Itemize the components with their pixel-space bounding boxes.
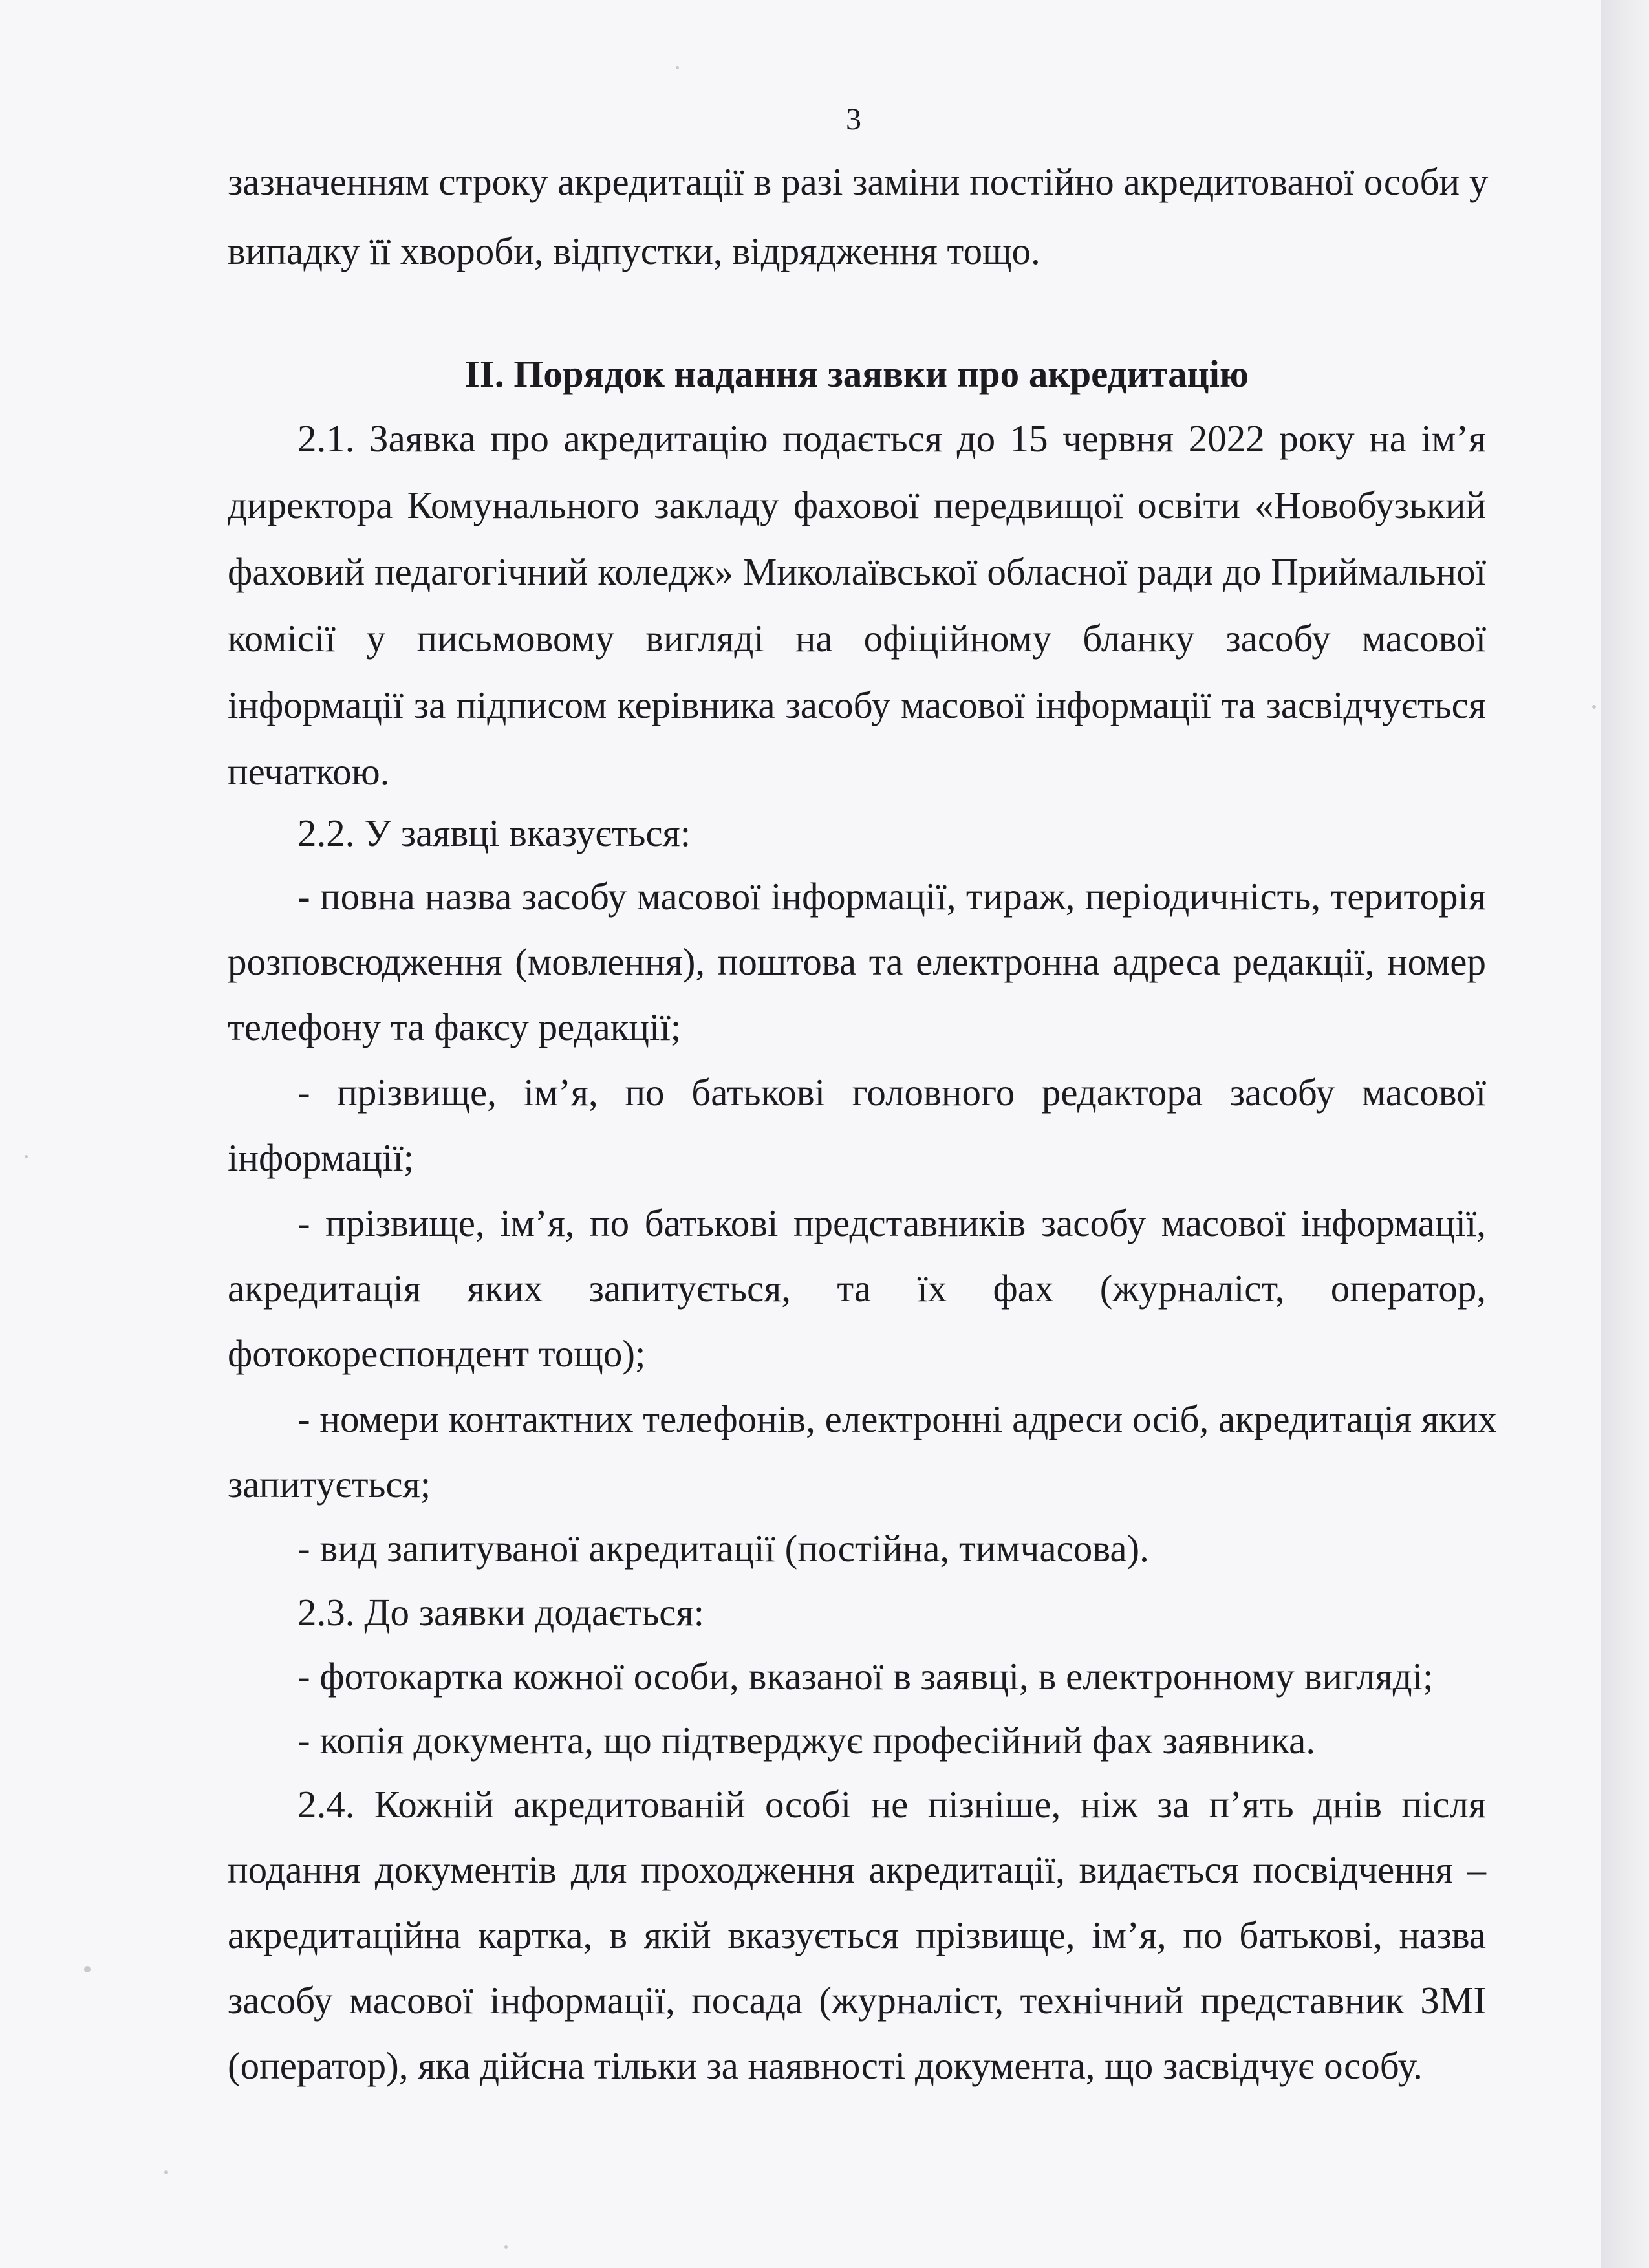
text-line: 2.2. У заявці вказується: bbox=[297, 812, 691, 854]
text-line: випадку її хвороби, відпустки, відрядження тощо. bbox=[228, 230, 1040, 272]
scan-speck bbox=[25, 1155, 28, 1158]
text-line: 2.4. Кожній акредитованій особі не пізніше, ніж за п’ять днів після bbox=[297, 1783, 1486, 1826]
scan-speck bbox=[1592, 705, 1596, 709]
text-line: запитується; bbox=[228, 1463, 431, 1506]
text-line: фотокореспондент тощо); bbox=[228, 1332, 646, 1375]
text-line: акредитаційна картка, в якій вказується прізвище, ім’я, по батькові, назва bbox=[228, 1914, 1486, 1956]
text-line: - номери контактних телефонів, електронні адреси осіб, акредитація яких bbox=[297, 1398, 1497, 1440]
scan-speck bbox=[676, 66, 679, 69]
text-line: зазначенням строку акредитації в разі заміни постійно акредитованої особи у bbox=[228, 160, 1489, 203]
scan-edge bbox=[1601, 0, 1649, 2268]
text-line: директора Комунального закладу фахової передвищої освіти «Новобузький bbox=[228, 484, 1486, 526]
text-line: комісії у письмовому вигляді на офіційному бланку засобу масової bbox=[228, 617, 1486, 660]
text-line: інформації; bbox=[228, 1136, 415, 1179]
text-line: - копія документа, що підтверджує професійний фах заявника. bbox=[297, 1719, 1316, 1762]
text-line: - прізвище, ім’я, по батькові головного редактора засобу масової bbox=[297, 1071, 1486, 1114]
text-line: телефону та факсу редакції; bbox=[228, 1006, 682, 1048]
text-line: 2.1. Заявка про акредитацію подається до 15 червня 2022 року на ім’я bbox=[297, 417, 1486, 460]
text-line: акредитація яких запитується, та їх фах (журналіст, оператор, bbox=[228, 1267, 1486, 1310]
text-line: засобу масової інформації, посада (журналіст, технічний представник ЗМІ bbox=[228, 1979, 1486, 2022]
text-line: - фотокартка кожної особи, вказаної в заявці, в електронному вигляді; bbox=[297, 1655, 1434, 1698]
text-line: - повна назва засобу масової інформації, тираж, періодичність, територія bbox=[297, 875, 1486, 918]
text-line: - вид запитуваної акредитації (постійна, тимчасова). bbox=[297, 1527, 1149, 1570]
text-line: фаховий педагогічний коледж» Миколаївської обласної ради до Приймальної bbox=[228, 550, 1486, 593]
scan-speck bbox=[84, 1966, 91, 1972]
scan-speck bbox=[504, 2245, 508, 2249]
text-line: печаткою. bbox=[228, 750, 390, 793]
text-line: 2.3. До заявки додається: bbox=[297, 1591, 704, 1634]
page-number: 3 bbox=[846, 102, 861, 136]
text-line: інформації за підписом керівника засобу масової інформації та засвідчується bbox=[228, 684, 1486, 726]
text-line: - прізвище, ім’я, по батькові представників засобу масової інформації, bbox=[297, 1202, 1486, 1244]
section-heading: ІІ. Порядок надання заявки про акредитацію bbox=[464, 352, 1249, 395]
scan-speck bbox=[164, 2170, 168, 2174]
text-line: (оператор), яка дійсна тільки за наявності документа, що засвідчує особу. bbox=[228, 2044, 1423, 2087]
text-line: подання документів для проходження акредитації, видається посвідчення – bbox=[228, 1848, 1486, 1891]
text-line: розповсюдження (мовлення), поштова та електронна адреса редакції, номер bbox=[228, 940, 1486, 983]
